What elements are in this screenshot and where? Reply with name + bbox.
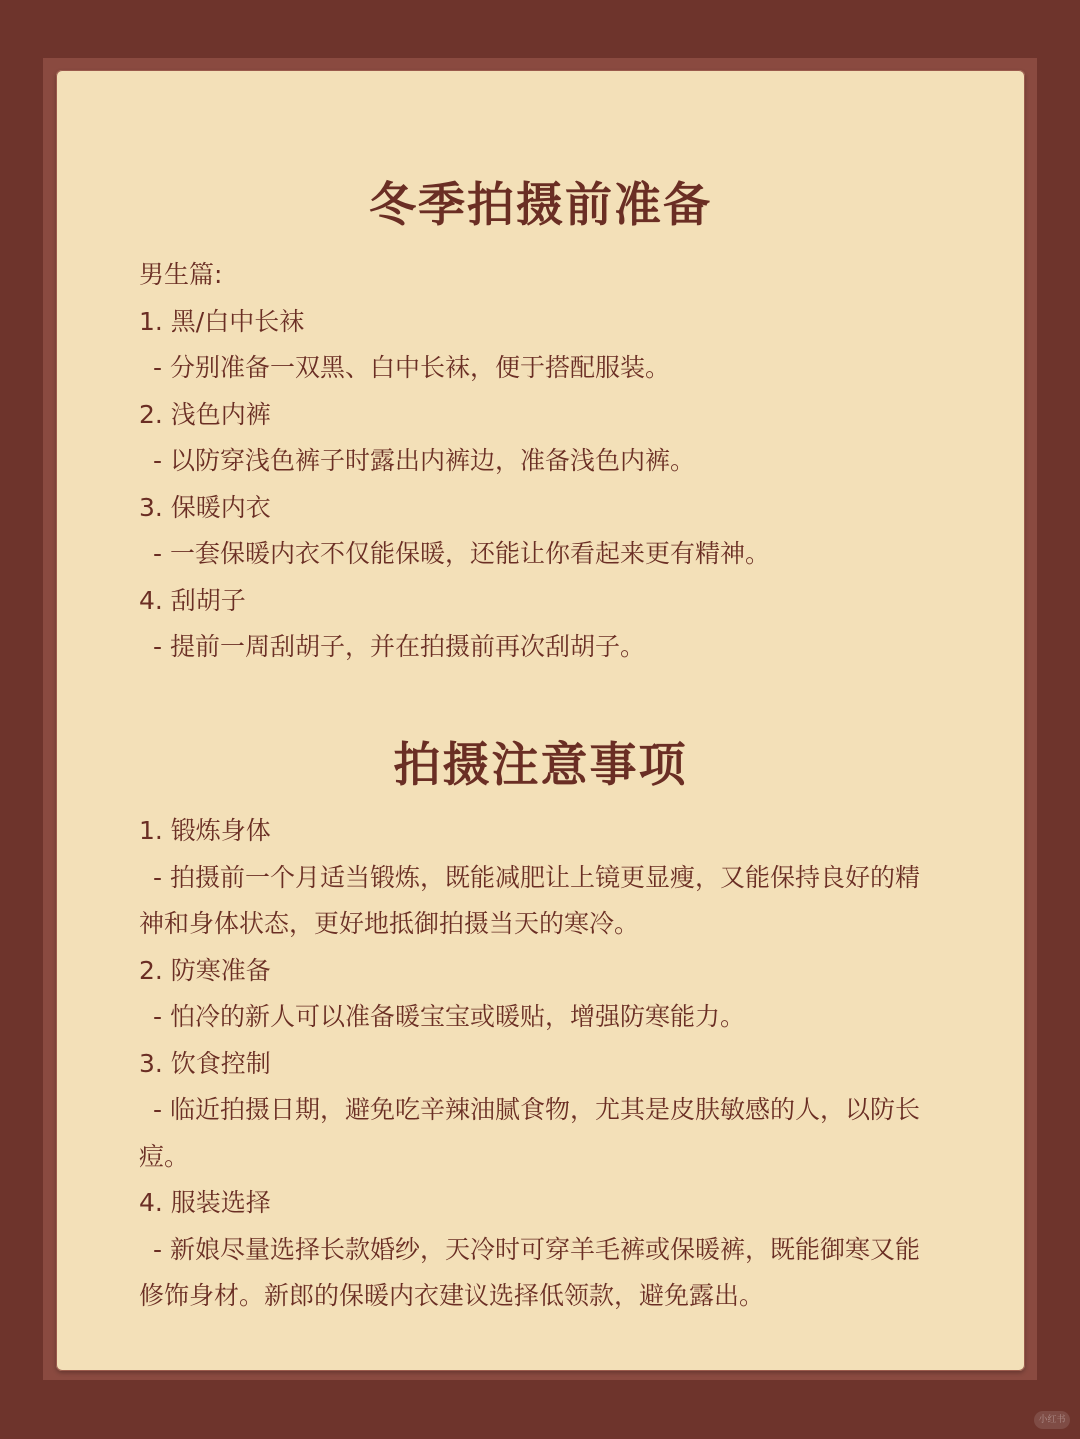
item-heading: 3. 保暖内衣 [139,492,271,522]
item-detail: - 提前一周刮胡子，并在拍摄前再次刮胡子。 [153,632,645,661]
item-heading: 1. 锻炼身体 [139,816,271,845]
item-heading: 4. 服装选择 [139,1188,271,1217]
item-heading: 4. 刮胡子 [139,585,246,615]
item-detail: - 怕冷的新人可以准备暖宝宝或暖贴，增强防寒能力。 [153,1002,745,1031]
section-title-winter-prep: 冬季拍摄前准备 [369,178,712,233]
section-winter-prep [139,252,939,671]
item-detail: - 拍摄前一个月适当锻炼，既能减肥让上镜更显瘦，又能保持良好的精神和身体状态，更好地抵御拍摄当天的寒冷。 [139,862,920,938]
item-detail: - 一套保暖内衣不仅能保暖，还能让你看起来更有精神。 [153,539,770,568]
item-detail: - 新娘尽量选择长款婚纱，天冷时可穿羊毛裤或保暖裤，既能御寒又能修饰身材。新郎的保暖内衣建议选择低领款，避免露出。 [139,1234,920,1310]
section-title-shooting-notes: 拍摄注意事项 [393,738,688,793]
item-heading: 1. 黑/白中长袜 [139,306,305,336]
item-detail: - 临近拍摄日期，避免吃辛辣油腻食物，尤其是皮肤敏感的人，以防长痘。 [139,1095,920,1171]
item-heading: 2. 浅色内裤 [139,399,271,429]
item-heading: 2. 防寒准备 [139,955,271,985]
item-detail: - 分别准备一双黑、白中长袜，便于搭配服装。 [153,353,670,382]
subtitle-male: 男生篇: [139,260,223,289]
content-card [56,70,1025,1371]
section-shooting-notes [139,808,939,1320]
watermark-logo: 小红书 [1034,1411,1070,1429]
item-heading: 3. 饮食控制 [139,1048,271,1078]
item-detail: - 以防穿浅色裤子时露出内裤边，准备浅色内裤。 [153,446,695,475]
